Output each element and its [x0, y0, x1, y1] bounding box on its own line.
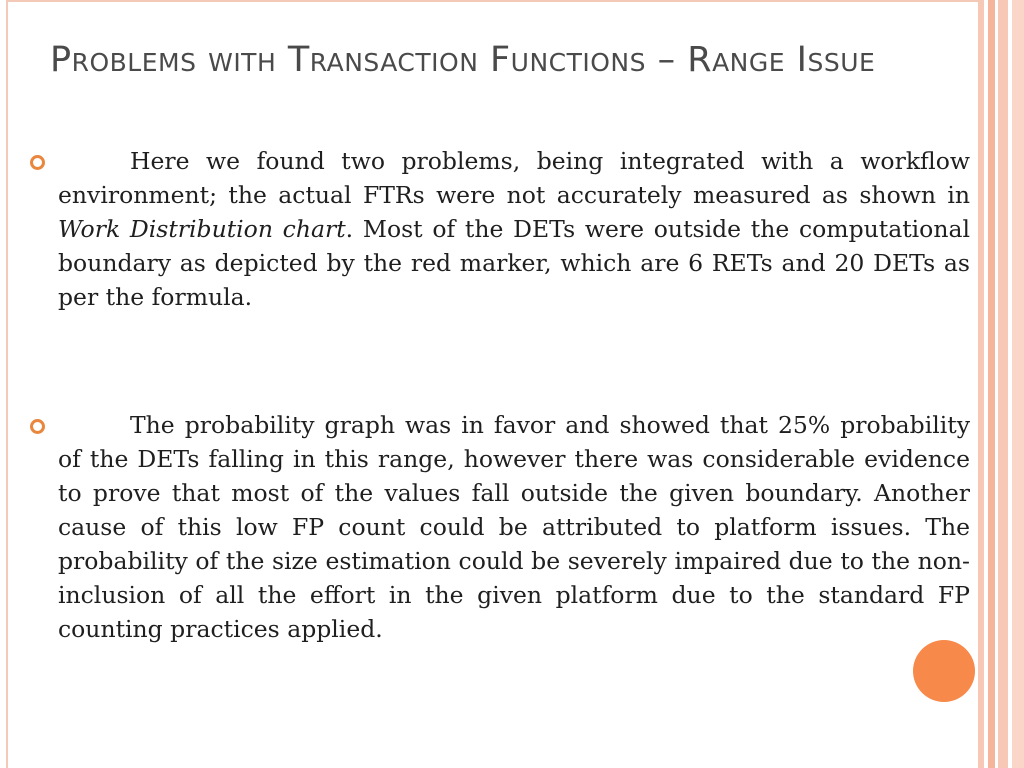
decorative-orange-circle	[913, 640, 975, 702]
frame-top-border	[6, 0, 980, 2]
bullet-text-1-after: . Most of the DETs were outside the computational boundary as depicted by the red marker, which are 6 RETs and 20 DETs as per the formula.	[58, 215, 970, 311]
bullet-circle-icon	[30, 155, 45, 170]
decorative-stripe	[988, 0, 995, 768]
bullet-text-2: The probability graph was in favor and showed that 25% probability of the DETs falling in this range, however there was considerable evidence to prove that most of the values fall outside the given boundary. Another cause of this low FP count could be attributed to platform issues. The probability of the size estimation could be severely impaired due to the non-inclusion of all the effort in the given platform due to the standard FP counting practices applied.	[58, 411, 970, 643]
bullet-circle-icon	[30, 419, 45, 434]
bullet-text-1	[58, 144, 970, 314]
decorative-stripe	[1012, 0, 1024, 768]
decorative-stripe	[998, 0, 1008, 768]
bullet-item-1	[58, 144, 970, 314]
frame-left-border	[6, 0, 8, 768]
bullet-item-2	[58, 408, 970, 646]
bullet-text-1-before: Here we found two problems, being integrated with a workflow environment; the actual FTRs were not accurately measured as shown in	[58, 147, 970, 209]
bullet-text-1-emphasis: Work Distribution chart	[58, 215, 346, 243]
slide-title: Problems with Transaction Functions – Range Issue	[50, 40, 876, 80]
